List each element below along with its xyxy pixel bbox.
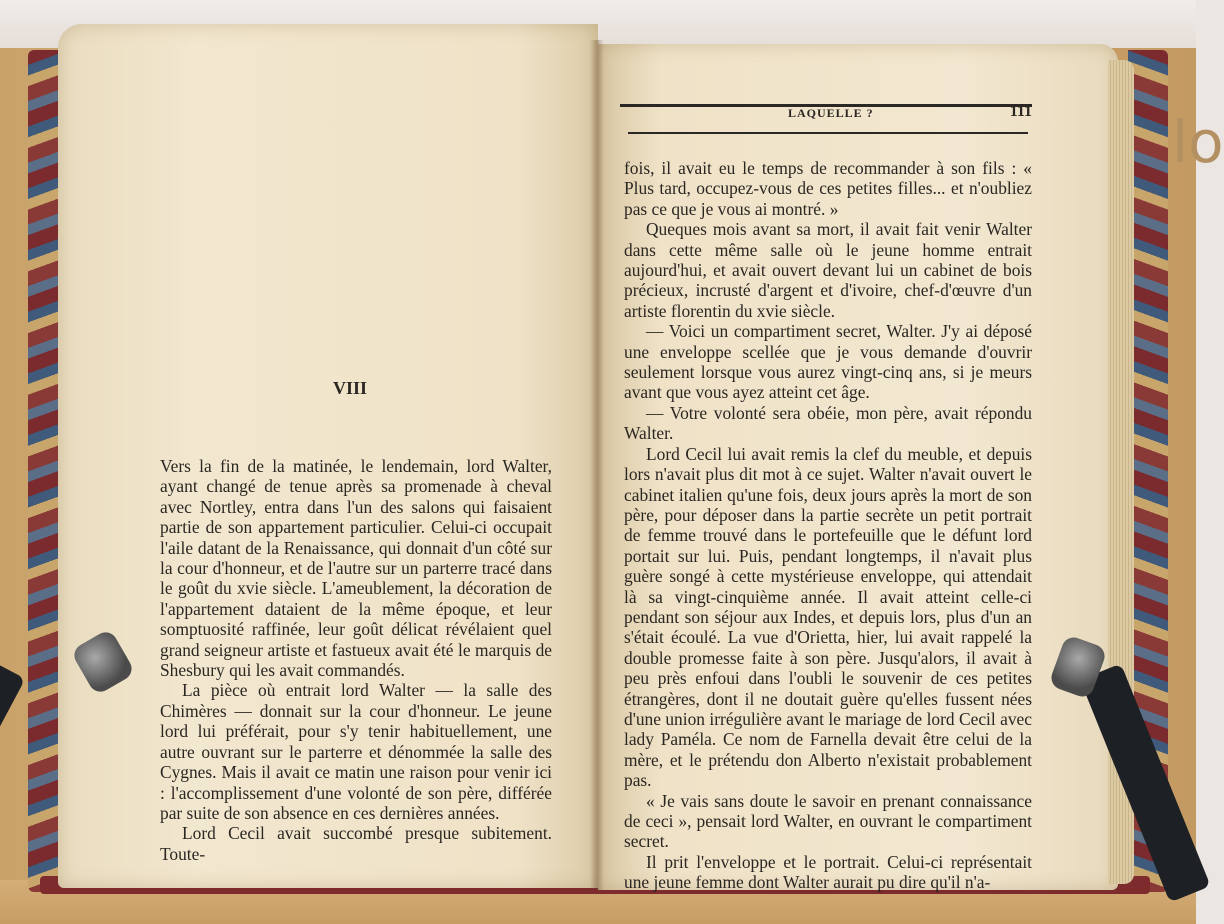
page-number: 111 bbox=[1009, 103, 1032, 120]
right-paragraph-6: « Je vais sans doute le savoir en prenant connaissance de ceci », pensait lord Walter, en ouvrant le compartiment secret. bbox=[624, 790, 1032, 852]
left-paragraph-3: Lord Cecil avait succombé presque subitement. Toute- bbox=[160, 823, 552, 864]
background-lettering: lo bbox=[1172, 108, 1224, 176]
right-paragraph-3: — Voici un compartiment secret, Walter. J'y ai déposé une enveloppe scellée que je vous demande d'ouvrir seulement lorsque vous aurez vingt-cinq ans, si je meurs avant que vous ayez atteint cet âge. bbox=[624, 321, 1032, 403]
left-paragraph-2: La pièce où entrait lord Walter — la salle des Chimères — donnait sur la cour d'honneur. Le jeune lord lui préférait, pour s'y tenir habituellement, une autre ouvrant sur le parterre et dénommée la salle des Cygnes. Mais il avait ce matin une raison pour venir ici : l'accomplissement d'une volonté de son père, différée par suite de son absence en ces dernières années. bbox=[160, 680, 552, 823]
right-paragraph-7: Il prit l'enveloppe et le portrait. Celui-ci représentait une jeune femme dont Walter aurait pu dire qu'il n'a- bbox=[624, 851, 1032, 893]
left-paragraph-1: Vers la fin de la matinée, le lendemain, lord Walter, ayant changé de tenue après sa promenade à cheval avec Nortley, entra dans l'un des salons qui faisaient partie de son appartement particulier. Celui-ci occupait l'aile datant de la Renaissance, qui donnait d'un côté sur la cour d'honneur, et de l'autre sur un parterre tracé dans le goût du xvie siècle. L'ameublement, la décoration de l'appartement dataient de la même époque, et leur somptuosité raffinée, leur goût délicat révélaient quel grand seigneur artiste et fastueux avait été le marquis de Shesbury qui les avait commandés. bbox=[160, 456, 552, 681]
left-page-text bbox=[160, 456, 552, 864]
running-head-title: LAQUELLE ? bbox=[788, 106, 874, 120]
right-paragraph-4: — Votre volonté sera obéie, mon père, avait répondu Walter. bbox=[624, 402, 1032, 444]
right-page-text bbox=[624, 158, 1032, 893]
chapter-heading: VIII bbox=[332, 378, 367, 398]
book-gutter bbox=[590, 40, 604, 890]
running-header bbox=[620, 100, 1032, 136]
right-paragraph-2: Queques mois avant sa mort, il avait fait venir Walter dans cette même salle où le jeune homme entrait aujourd'hui, et avait ouvert devant lui un cabinet de bois précieux, incrusté d'argent et d'ivoire, chef-d'œuvre d'un artiste florentin du xvie siècle. bbox=[624, 219, 1032, 321]
right-paragraph-1: fois, il avait eu le temps de recommander à son fils : « Plus tard, occupez-vous de ces petites filles... et n'oubliez pas ce que je vous ai montré. » bbox=[624, 158, 1032, 219]
header-rule-bottom bbox=[628, 132, 1028, 134]
right-paragraph-5: Lord Cecil lui avait remis la clef du meuble, et depuis lors n'avait plus dit mot à ce sujet. Walter n'avait ouvert le cabinet italien qu'une fois, deux jours après la mort de son père, pour déposer dans la partie secrète un petit portrait de femme trouvé dans le portefeuille que le défunt lord portait sur lui. Puis, pendant longtemps, il n'avait plus guère songé à cette mystérieuse enveloppe, qui attendait là sa vingt-cinquième année. Il avait atteint celle-ci pendant son séjour aux Indes, et depuis lors, plus d'un an s'était écoulé. La vue d'Orietta, hier, lui avait rappelé la double promesse faite à son père. Jusqu'alors, il avait à peu près enfoui dans l'oubli le souvenir de ces petites étrangères, dont il ne doutait guère qu'elles fussent nées d'une union irrégulière avant le mariage de lord Cecil avec lady Paméla. Ce nom de Farnella devait être celui de la mère, et le prétendu don Alberto n'existait probablement pas. bbox=[624, 443, 1032, 791]
